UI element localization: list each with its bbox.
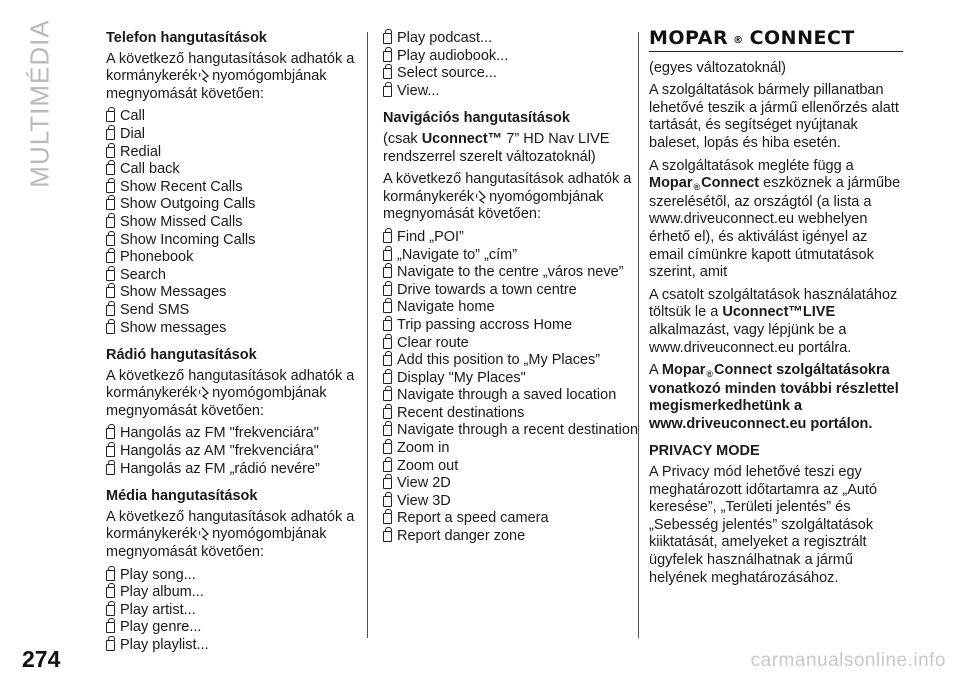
voice-command-item [383,48,633,66]
voice-command-item [383,352,633,370]
voice-command-item [106,267,362,285]
voice-command-text: Play genre... [120,619,202,636]
command-bullet-icon [383,461,392,472]
command-bullet-icon [383,68,392,79]
command-bullet-icon [383,302,392,313]
voice-command-item [383,422,639,440]
voice-command-item [383,458,633,476]
command-bullet-icon [106,622,115,633]
command-bullet-icon [383,478,392,489]
phone-commands-list [106,108,362,337]
voice-command-item [106,284,362,302]
voice-command-item [383,264,633,282]
voice-command-item [106,443,362,461]
voice-command-text: Send SMS [120,301,190,318]
mopar-paragraph-4: A Mopar$_®$Connect szolgáltatásokra vonatkozó minden további részlettel megismerkedhetünk a www.driveuconnect.eu portálon. [649,362,899,432]
voice-command-text: Play audiobook... [397,47,509,64]
privacy-mode-heading: PRIVACY MODE [649,443,760,460]
voice-command-text: Show Messages [120,284,227,301]
voice-command-item [383,229,633,247]
command-bullet-icon [383,320,392,331]
voice-command-text: Redial [120,143,162,160]
mopar-paragraph-2: A szolgáltatások megléte függ a Mopar$_®$Connect eszköznek a járműbe szerelésétől, az országtól (a lista a www.driveuconnect.eu webhelyen érhető el), és aktiválást igényel az email címünkre kapott útmutatások szerint, amit [649,157,901,281]
voice-command-item [383,317,633,335]
media-commands-heading: Média hangutasítások [106,488,258,505]
column-divider-2 [638,32,639,638]
voice-command-text: View... [397,82,440,99]
command-bullet-icon [383,250,392,261]
voice-command-text: Play podcast... [397,30,493,46]
voice-command-item [106,619,362,637]
voice-command-text: Navigate through a recent destination [397,422,639,439]
watermark: carmanualsonline.info [750,650,946,671]
voice-command-item [383,510,633,528]
voice-command-item [383,475,633,493]
voice-button-icon [199,69,211,83]
voice-command-item [383,440,633,458]
voice-command-item [383,387,633,405]
registered-mark: ® [733,35,744,46]
command-bullet-icon [383,496,392,507]
section-side-title [8,18,72,188]
command-bullet-icon [106,182,115,193]
command-bullet-icon [106,199,115,210]
voice-command-text: Show messages [120,319,227,336]
voice-command-text: View 2D [397,475,451,492]
voice-command-item [383,30,633,48]
voice-command-text: Zoom out [397,457,459,474]
radio-commands-list [106,425,362,478]
voice-command-item [106,108,362,126]
media-commands-intro: A következő hangutasítások adhatók a kormánykerék nyomógombjának megnyomását követően: [106,508,355,561]
command-bullet-icon [383,513,392,524]
phone-commands-heading: Telefon hangutasítások [106,30,267,46]
voice-command-text: Navigate home [397,299,495,316]
command-bullet-icon [383,285,392,296]
command-bullet-icon [106,235,115,246]
voice-command-text: Add this position to „My Places” [397,352,601,369]
voice-command-item [106,425,362,443]
command-bullet-icon [383,390,392,401]
voice-button-icon [199,386,211,400]
command-bullet-icon [383,33,392,44]
mopar-connect-heading: MOPAR ® CONNECT [649,30,903,52]
voice-command-text: Drive towards a town centre [397,281,577,298]
voice-command-text: Zoom in [397,440,450,457]
voice-command-item [106,144,362,162]
command-bullet-icon [383,267,392,278]
section-side-title-text: MULTIMÉDIA [24,18,55,188]
voice-command-item [106,637,362,655]
privacy-mode-text: A Privacy mód lehetővé teszi egy meghatározott időtartamra az „Autó keresése”, „Területi jelentés” és „Sebesség jelentés” szolgáltatások kiiktatását, amelyeket a regisztrált ügyfelek használhatnak a jármű helyének meghatározásához. [649,464,878,586]
radio-commands-intro: A következő hangutasítások adhatók a kormánykerék nyomógombjának megnyomását követően: [106,367,355,419]
voice-command-text: Display "My Places" [397,369,526,386]
voice-command-text: Show Incoming Calls [120,231,256,248]
command-bullet-icon [106,305,115,316]
command-bullet-icon [383,232,392,243]
voice-command-text: Search [120,266,166,283]
command-bullet-icon [106,428,115,439]
voice-command-text: Play artist... [120,601,196,618]
voice-command-text: Show Outgoing Calls [120,196,256,213]
voice-command-text: Find „POI” [397,228,464,245]
command-bullet-icon [106,270,115,281]
voice-command-item [106,161,362,179]
command-bullet-icon [383,355,392,366]
voice-command-text: Play song... [120,566,196,583]
voice-command-item [106,214,362,232]
command-bullet-icon [106,147,115,158]
command-bullet-icon [106,464,115,475]
voice-command-item [383,83,633,101]
voice-command-text: Navigate through a saved location [397,387,617,404]
voice-command-text: „Navigate to” „cím” [397,246,518,263]
voice-command-item [106,302,362,320]
command-bullet-icon [106,129,115,140]
voice-command-item [106,126,362,144]
voice-command-text: Recent destinations [397,404,525,421]
command-bullet-icon [106,446,115,457]
voice-command-text: Navigate to the centre „város neve” [397,264,624,281]
column-divider-1 [367,32,368,638]
command-bullet-icon [106,640,115,651]
voice-command-item [106,461,362,479]
command-bullet-icon [106,111,115,122]
command-bullet-icon [106,587,115,598]
voice-command-text: Call back [120,161,180,178]
nav-commands-heading: Navigációs hangutasítások [383,110,570,127]
voice-command-text: View 3D [397,492,451,509]
voice-command-item [106,249,362,267]
command-bullet-icon [383,338,392,349]
voice-command-text: Clear route [397,334,469,351]
media-commands-section [106,488,362,654]
voice-command-item [383,299,633,317]
voice-command-item [106,196,362,214]
voice-command-text: Report danger zone [397,528,526,545]
command-bullet-icon [383,531,392,542]
voice-command-item [383,65,633,83]
column-1 [106,30,362,655]
command-bullet-icon [106,164,115,175]
command-bullet-icon [106,323,115,334]
voice-command-item [106,320,362,338]
voice-command-item [106,179,362,197]
voice-command-text: Trip passing accross Home [397,316,573,333]
command-bullet-icon [106,217,115,228]
voice-command-item [106,602,362,620]
command-bullet-icon [383,425,392,436]
nav-commands-intro: A következő hangutasítások adhatók a kormánykerék nyomógombjának megnyomását követően: [383,171,632,223]
voice-command-item [383,335,633,353]
voice-command-text: Phonebook [120,249,194,266]
voice-command-text: Show Recent Calls [120,178,243,195]
voice-command-item [383,370,633,388]
command-bullet-icon [383,51,392,62]
voice-command-item [383,493,633,511]
voice-command-text: Select source... [397,65,497,82]
mopar-paragraph-3: A csatolt szolgáltatások használatához töltsük le a Uconnect™LIVE alkalmazást, vagy lépjünk be a www.driveuconnect.eu portálra. [649,286,898,356]
command-bullet-icon [106,605,115,616]
voice-command-text: Hangolás az FM „rádió nevére” [120,460,320,477]
column-3 [649,27,903,592]
phone-commands-section [106,30,362,337]
radio-commands-heading: Rádió hangutasítások [106,347,257,364]
voice-command-text: Report a speed camera [397,510,549,527]
nav-commands-list [383,228,639,546]
mopar-subtitle: (egyes változatoknál) [649,59,787,76]
voice-command-text: Hangolás az AM "frekvenciára" [120,443,319,460]
phone-commands-intro: A következő hangutasítások adhatók a kormánykerék nyomógombjának megnyomását követően: [106,50,355,102]
command-bullet-icon [383,443,392,454]
voice-command-text: Dial [120,125,145,142]
voice-command-text: Hangolás az FM "frekvenciára" [120,425,319,442]
page-number: 274 [22,646,61,672]
command-bullet-icon [383,373,392,384]
voice-button-icon [476,190,488,204]
voice-command-text: Play playlist... [120,637,209,653]
command-bullet-icon [106,570,115,581]
command-bullet-icon [106,252,115,263]
media-commands-list [106,567,362,655]
media-commands-list-continued [383,30,633,100]
voice-command-item [383,282,633,300]
voice-command-item [106,567,362,585]
voice-command-text: Call [120,108,145,125]
voice-command-item [383,405,633,423]
voice-command-item [106,584,362,602]
voice-command-item [383,247,633,265]
voice-command-text: Show Missed Calls [120,213,243,230]
voice-button-icon [199,527,211,541]
mopar-paragraph-1: A szolgáltatások bármely pillanatban lehetővé teszik a jármű ellenőrzés alatt tartását, és segítséget nyújtanak baleset, lopás és hiba esetén. [649,82,899,151]
voice-command-item [383,528,633,546]
column-2 [383,30,639,546]
nav-commands-note: (csak Uconnect™ 7” HD Nav LIVE rendszerrel szerelt változatoknál) [383,130,610,165]
command-bullet-icon [106,287,115,298]
voice-command-text: Play album... [120,584,204,601]
nav-commands-section [383,110,639,545]
radio-commands-section [106,347,362,478]
command-bullet-icon [383,86,392,97]
command-bullet-icon [383,408,392,419]
voice-command-item [106,232,362,250]
